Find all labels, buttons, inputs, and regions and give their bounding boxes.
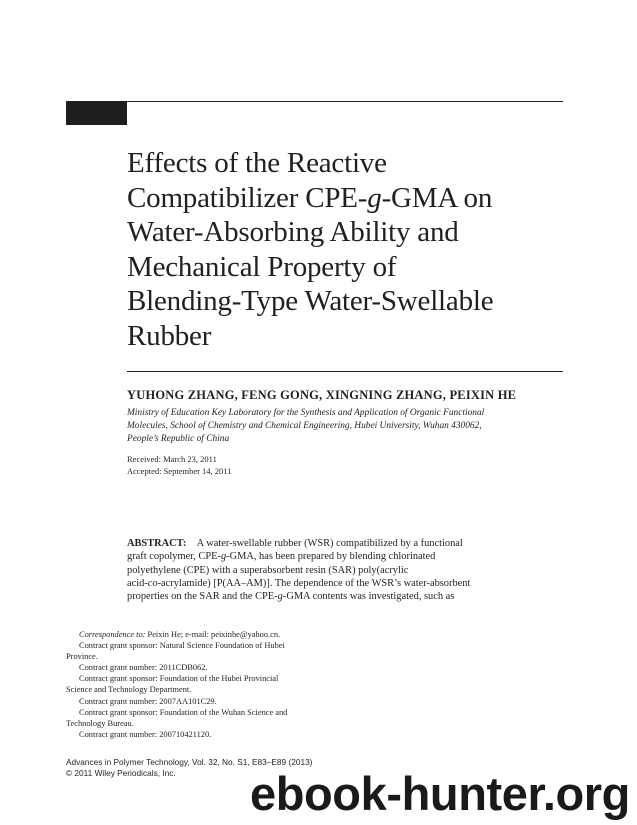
- affiliation: [127, 407, 563, 447]
- section-marker-box: [66, 102, 127, 125]
- affiliation-line-2: Molecules, School of Chemistry and Chemical Engineering, Hubei University, Wuhan 430062,: [127, 421, 482, 432]
- abstract-heading: ABSTRACT:: [127, 538, 187, 549]
- grant-number-2: Contract grant number: 2007AA101C29.: [79, 696, 217, 706]
- abstract-line-1: [127, 537, 507, 550]
- article-dates: [127, 454, 232, 477]
- grant-sponsor-2-cont: Science and Technology Department.: [66, 685, 192, 695]
- title-line-6: Rubber: [127, 319, 212, 352]
- abstract-text-1: A water-swellable rubber (WSR) compatibilized by a functional: [196, 538, 463, 549]
- grant-sponsor-3-cont: Technology Bureau.: [66, 718, 134, 728]
- grant-sponsor-1-cont: Province.: [66, 652, 98, 662]
- affiliation-line-3: People’s Republic of China: [127, 434, 230, 445]
- grant-sponsor-2: Contract grant sponsor: Foundation of the Hubei Provincial: [79, 674, 279, 684]
- journal-copyright: © 2011 Wiley Periodicals, Inc.: [66, 767, 176, 778]
- abstract-line-4: acid-co-acrylamide) [P(AA–AM)]. The dependence of the WSR’s water-absorbent: [127, 577, 471, 589]
- abstract-line-3: polyethylene (CPE) with a superabsorbent resin (SAR) poly(acrylic: [127, 564, 409, 576]
- grant-number-3: Contract grant number: 200710421120.: [79, 729, 212, 739]
- footnotes: [66, 629, 316, 740]
- grant-number-1: Contract grant number: 2011CDB062.: [79, 663, 208, 673]
- title-line-5: Blending-Type Water-Swellable: [127, 285, 494, 317]
- title-rule: [127, 371, 563, 372]
- title-italic-g: g: [367, 181, 382, 214]
- watermark: ebook-hunter.org: [249, 767, 630, 820]
- title-line-2b: -GMA on: [381, 181, 493, 214]
- grant-sponsor-1: Contract grant sponsor: Natural Science Foundation of Hubei: [79, 641, 285, 651]
- abstract-line-2: graft copolymer, CPE-g-GMA, has been prepared by blending chlorinated: [127, 551, 436, 563]
- article-title: [127, 146, 567, 353]
- abstract: [127, 537, 507, 603]
- journal-citation: Advances in Polymer Technology, Vol. 32, No. S1, E83–E89 (2013): [66, 757, 313, 767]
- correspondence-label: Correspondence to:: [79, 630, 146, 639]
- correspondence-text: Peixin He; e-mail: peixinhe@yahoo.cn.: [145, 630, 281, 639]
- received-date: Received: March 23, 2011: [127, 454, 217, 464]
- author-list: YUHONG ZHANG, FENG GONG, XINGNING ZHANG, PEIXIN HE: [127, 388, 517, 402]
- top-rule: [66, 101, 563, 102]
- title-line-4: Mechanical Property of: [127, 250, 397, 283]
- correspondence-note: [66, 629, 316, 640]
- title-line-1: Effects of the Reactive: [127, 147, 387, 179]
- affiliation-line-1: Ministry of Education Key Laboratory for the Synthesis and Application of Organic Functional: [127, 408, 485, 418]
- title-line-3: Water-Absorbing Ability and: [127, 216, 459, 248]
- title-line-2a: Compatibilizer CPE-: [127, 181, 368, 214]
- grant-sponsor-3: Contract grant sponsor: Foundation of the Wuhan Science and: [79, 707, 288, 717]
- abstract-line-5: properties on the SAR and the CPE-g-GMA contents was investigated, such as: [127, 591, 455, 603]
- accepted-date: Accepted: September 14, 2011: [127, 465, 232, 476]
